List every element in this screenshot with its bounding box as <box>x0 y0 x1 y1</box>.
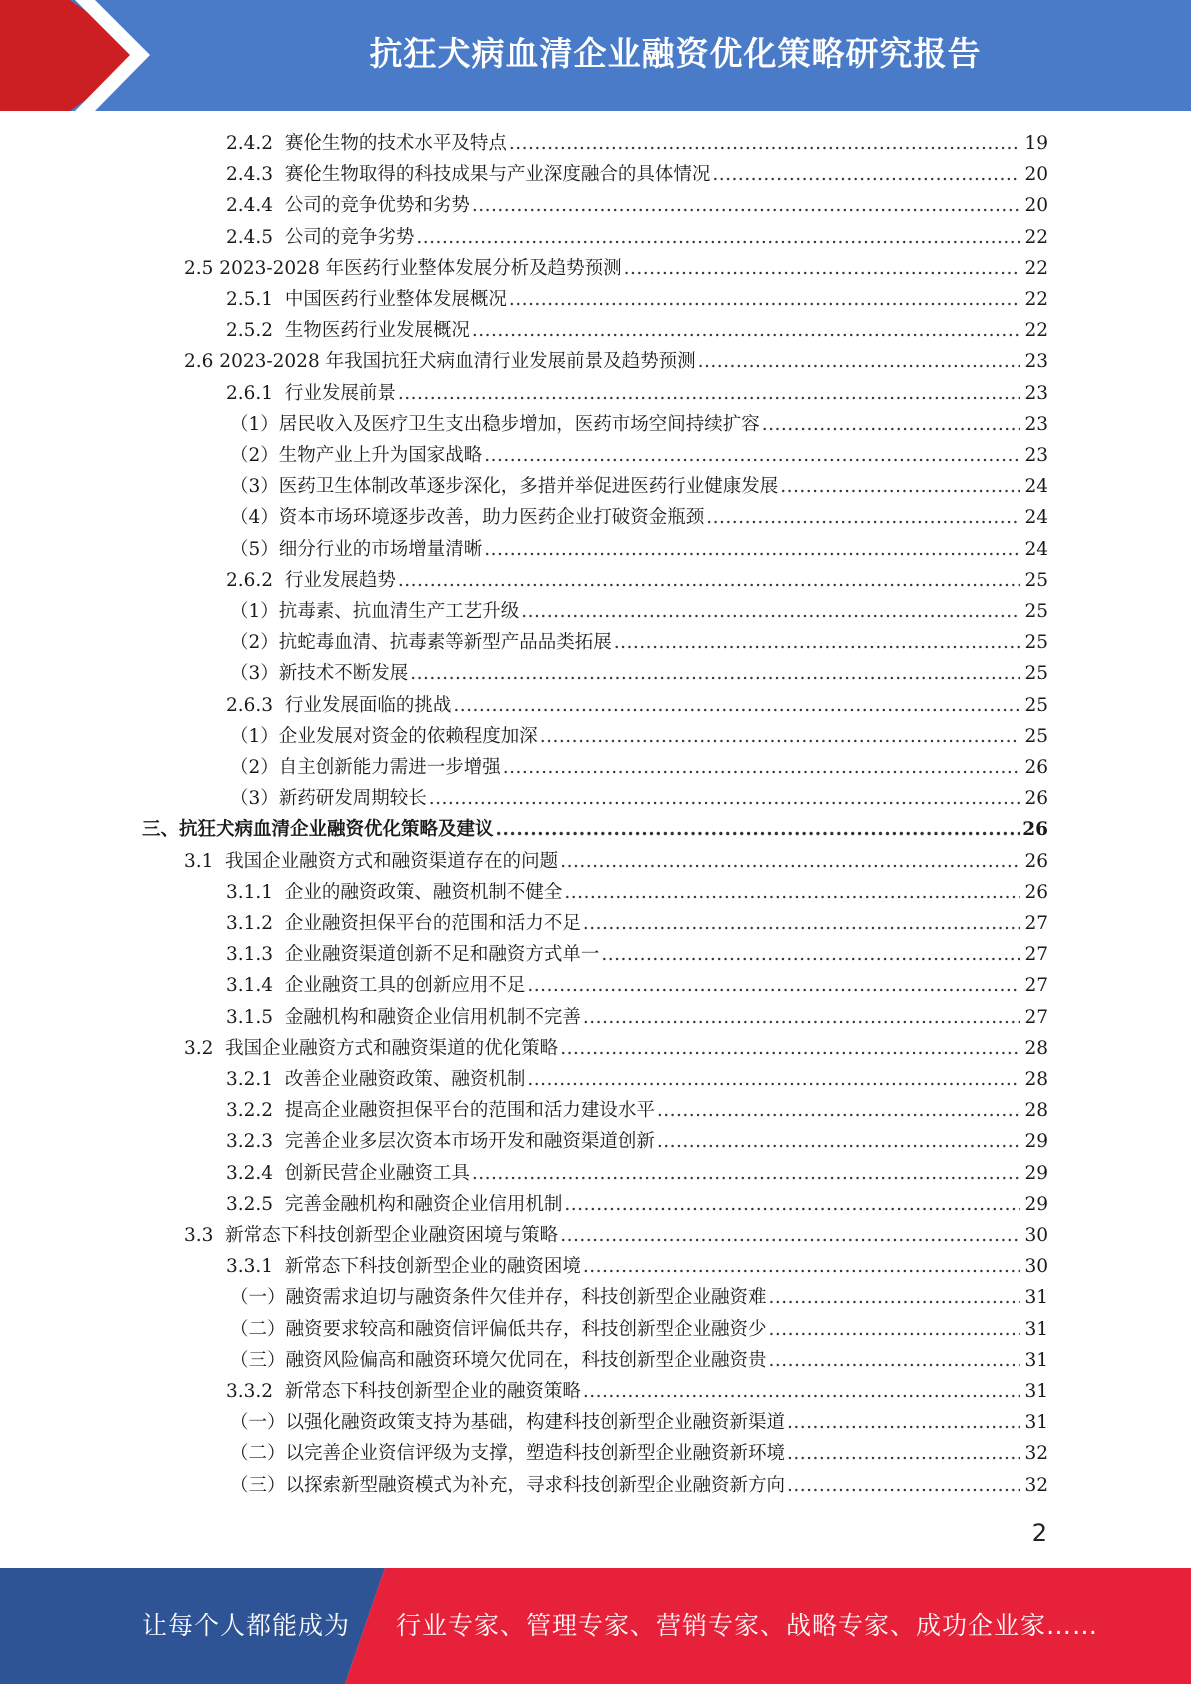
toc-entry[interactable] <box>0 1064 1191 1095</box>
toc-entry-page: 32 <box>1024 1474 1048 1496</box>
toc-entry-label: 3.3 新常态下科技创新型企业融资困境与策略 <box>184 1225 559 1246</box>
toc-dot-leader <box>527 970 1020 1001</box>
toc-entry[interactable] <box>0 253 1191 284</box>
toc-entry-label: （二）融资要求较高和融资信评偏低共存，科技创新型企业融资少 <box>230 1318 767 1340</box>
toc-dot-leader <box>706 502 1020 533</box>
toc-entry-page: 31 <box>1024 1287 1048 1309</box>
toc-entry-page: 27 <box>1024 1006 1048 1028</box>
toc-entry[interactable] <box>0 346 1191 377</box>
toc-dot-leader <box>496 814 1020 845</box>
toc-entry[interactable] <box>0 1095 1191 1126</box>
report-header-banner <box>0 0 1191 111</box>
toc-entry-page: 31 <box>1024 1349 1048 1371</box>
toc-dot-leader <box>657 1095 1020 1126</box>
toc-dot-leader <box>769 1314 1020 1345</box>
toc-entry-label: （1）抗毒素、抗血清生产工艺升级 <box>230 601 520 622</box>
toc-dot-leader <box>762 409 1020 440</box>
footer-banner <box>0 1568 1191 1684</box>
toc-entry[interactable] <box>0 534 1191 565</box>
toc-dot-leader <box>712 159 1020 190</box>
toc-entry-page: 31 <box>1024 1412 1048 1434</box>
toc-dot-leader <box>484 440 1020 471</box>
toc-entry-label: 3.1.1 企业的融资政策、融资机制不健全 <box>226 881 563 903</box>
toc-entry[interactable] <box>0 1002 1191 1033</box>
footer-slogan-left: 让每个人都能成为 <box>142 1611 351 1640</box>
toc-entry-label: 2.4.5 公司的竞争劣势 <box>226 226 415 248</box>
toc-dot-leader <box>429 783 1020 814</box>
toc-entry-page: 22 <box>1024 257 1048 279</box>
toc-entry[interactable] <box>0 1345 1191 1376</box>
toc-entry-page: 24 <box>1024 538 1048 560</box>
toc-entry-label: 三、抗狂犬病血清企业融资优化策略及建议 <box>142 819 494 841</box>
toc-entry[interactable] <box>0 690 1191 721</box>
toc-entry-page: 25 <box>1024 569 1048 591</box>
toc-entry-page: 23 <box>1024 413 1048 435</box>
toc-entry-label: 2.6.2 行业发展趋势 <box>226 569 396 591</box>
report-title: 抗狂犬病血清企业融资优化策略研究报告 <box>369 34 982 73</box>
toc-entry-label: 3.3.1 新常态下科技创新型企业的融资困境 <box>226 1256 581 1278</box>
toc-entry-label: （二）以完善企业资信评级为支撑，塑造科技创新型企业融资新环境 <box>230 1443 786 1465</box>
toc-entry[interactable] <box>0 877 1191 908</box>
toc-entry-label: （3）医药卫生体制改革逐步深化，多措并举促进医药行业健康发展 <box>230 476 779 498</box>
toc-dot-leader <box>410 658 1020 689</box>
toc-entry-label: （5）细分行业的市场增量清晰 <box>230 538 483 560</box>
toc-dot-leader <box>624 253 1020 284</box>
toc-dot-leader <box>509 128 1020 159</box>
toc-dot-leader <box>527 1064 1020 1095</box>
toc-dot-leader <box>780 471 1020 502</box>
toc-entry-page: 26 <box>1022 819 1048 841</box>
toc-entry-page: 28 <box>1024 1100 1048 1122</box>
toc-entry-page: 24 <box>1024 476 1048 498</box>
toc-entry-page: 29 <box>1024 1131 1048 1153</box>
toc-dot-leader <box>583 1251 1020 1282</box>
toc-entry[interactable] <box>0 1438 1191 1469</box>
toc-entry-page: 26 <box>1024 850 1048 872</box>
toc-entry-page: 28 <box>1024 1037 1048 1059</box>
toc-entry-page: 30 <box>1024 1256 1048 1278</box>
toc-entry-label: 2.6 2023-2028 年我国抗狂犬病血清行业发展前景及趋势预测 <box>184 351 696 373</box>
toc-entry-label: 2.6.1 行业发展前景 <box>226 382 396 404</box>
toc-entry-page: 27 <box>1024 975 1048 997</box>
toc-entry[interactable] <box>0 1282 1191 1313</box>
toc-entry[interactable] <box>0 440 1191 471</box>
toc-entry-label: （3）新技术不断发展 <box>230 663 409 685</box>
toc-entry[interactable] <box>0 471 1191 502</box>
toc-dot-leader <box>583 1376 1020 1407</box>
toc-entry-page: 26 <box>1024 788 1048 810</box>
toc-entry[interactable] <box>0 908 1191 939</box>
toc-entry-label: （2）自主创新能力需进一步增强 <box>230 757 501 778</box>
toc-entry-label: 3.1 我国企业融资方式和融资渠道存在的问题 <box>184 850 559 872</box>
toc-entry[interactable] <box>0 159 1191 190</box>
toc-entry-label: 3.1.3 企业融资渠道创新不足和融资方式单一 <box>226 944 600 966</box>
toc-entry-label: 2.4.4 公司的竞争优势和劣势 <box>226 195 470 217</box>
toc-entry[interactable] <box>0 721 1191 752</box>
toc-entry[interactable] <box>0 783 1191 814</box>
toc-entry-label: 3.2.2 提高企业融资担保平台的范围和活力建设水平 <box>226 1100 655 1122</box>
toc-entry[interactable] <box>0 128 1191 159</box>
toc-entry-page: 25 <box>1024 601 1048 622</box>
toc-entry-page: 29 <box>1024 1162 1048 1184</box>
toc-entry-label: 3.2.4 创新民营企业融资工具 <box>226 1162 470 1184</box>
toc-entry-label: （1）居民收入及医疗卫生支出稳步增加，医药市场空间持续扩容 <box>230 413 760 435</box>
toc-entry[interactable] <box>0 1407 1191 1438</box>
toc-entry-label: 3.2.5 完善金融机构和融资企业信用机制 <box>226 1193 563 1215</box>
toc-dot-leader <box>657 1126 1020 1157</box>
toc-entry[interactable] <box>0 378 1191 409</box>
toc-entry[interactable] <box>0 1220 1191 1251</box>
toc-dot-leader <box>583 1002 1020 1033</box>
toc-entry-page: 27 <box>1024 913 1048 934</box>
toc-entry[interactable] <box>0 596 1191 627</box>
toc-entry-label: 3.1.5 金融机构和融资企业信用机制不完善 <box>226 1006 581 1028</box>
toc-entry[interactable] <box>0 409 1191 440</box>
toc-entry[interactable] <box>0 222 1191 253</box>
toc-dot-leader <box>560 1220 1020 1251</box>
toc-entry-page: 25 <box>1024 725 1048 747</box>
toc-entry-label: 3.2 我国企业融资方式和融资渠道的优化策略 <box>184 1037 559 1059</box>
toc-entry[interactable] <box>0 502 1191 533</box>
toc-entry-page: 25 <box>1024 694 1048 716</box>
toc-entry[interactable] <box>0 284 1191 315</box>
toc-entry-page: 29 <box>1024 1193 1048 1215</box>
toc-entry-page: 28 <box>1024 1069 1048 1090</box>
toc-entry-page: 27 <box>1024 944 1048 966</box>
toc-entry-page: 31 <box>1024 1381 1048 1402</box>
toc-dot-leader <box>787 1407 1020 1438</box>
toc-entry-label: 3.3.2 新常态下科技创新型企业的融资策略 <box>226 1381 581 1402</box>
toc-dot-leader <box>583 908 1020 939</box>
toc-dot-leader <box>560 1033 1020 1064</box>
toc-entry[interactable] <box>0 1158 1191 1189</box>
toc-dot-leader <box>398 565 1020 596</box>
toc-entry-page: 26 <box>1024 757 1048 778</box>
toc-entry[interactable] <box>0 939 1191 970</box>
toc-entry-label: （2）抗蛇毒血清、抗毒素等新型产品品类拓展 <box>230 632 612 654</box>
toc-entry[interactable] <box>0 814 1191 845</box>
toc-entry-label: （三）融资风险偏高和融资环境欠优同在，科技创新型企业融资贵 <box>230 1349 767 1371</box>
toc-dot-leader <box>698 346 1020 377</box>
toc-entry[interactable] <box>0 565 1191 596</box>
page-number: 2 <box>1031 1519 1047 1547</box>
toc-entry-label: 3.2.1 改善企业融资政策、融资机制 <box>226 1069 526 1090</box>
toc-entry-page: 26 <box>1024 881 1048 903</box>
toc-dot-leader <box>787 1470 1020 1501</box>
toc-entry[interactable] <box>0 1189 1191 1220</box>
toc-dot-leader <box>398 378 1020 409</box>
toc-entry[interactable] <box>0 658 1191 689</box>
toc-entry[interactable] <box>0 190 1191 221</box>
toc-entry-page: 20 <box>1024 164 1048 186</box>
toc-dot-leader <box>472 190 1020 221</box>
toc-entry-page: 32 <box>1024 1443 1048 1465</box>
toc-dot-leader <box>509 284 1020 315</box>
toc-entry-label: 2.5.1 中国医药行业整体发展概况 <box>226 289 507 310</box>
toc-entry-label: 2.4.3 赛伦生物取得的科技成果与产业深度融合的具体情况 <box>226 164 711 186</box>
toc-entry[interactable] <box>0 970 1191 1001</box>
toc-entry-label: （4）资本市场环境逐步改善，助力医药企业打破资金瓶颈 <box>230 507 705 529</box>
toc-dot-leader <box>564 877 1020 908</box>
toc-dot-leader <box>416 222 1020 253</box>
toc-entry-page: 19 <box>1024 133 1048 154</box>
toc-entry[interactable] <box>0 846 1191 877</box>
toc-entry-label: （一）融资需求迫切与融资条件欠佳并存，科技创新型企业融资难 <box>230 1287 767 1309</box>
toc-entry[interactable] <box>0 1470 1191 1501</box>
toc-dot-leader <box>560 846 1020 877</box>
toc-entry-page: 23 <box>1024 382 1048 404</box>
toc-entry-page: 22 <box>1024 289 1048 310</box>
toc-entry-label: 3.2.3 完善企业多层次资本市场开发和融资渠道创新 <box>226 1131 655 1153</box>
toc-entry-page: 25 <box>1024 632 1048 654</box>
toc-entry-page: 25 <box>1024 663 1048 685</box>
toc-dot-leader <box>453 690 1020 721</box>
toc-dot-leader <box>769 1345 1020 1376</box>
toc-entry-page: 20 <box>1024 195 1048 217</box>
toc-entry[interactable] <box>0 1314 1191 1345</box>
toc-entry-page: 24 <box>1024 507 1048 529</box>
toc-entry-label: 2.5.2 生物医药行业发展概况 <box>226 320 470 342</box>
toc-entry-page: 23 <box>1024 351 1048 373</box>
footer-slogan-right: 行业专家、管理专家、营销专家、战略专家、成功企业家…… <box>396 1611 1099 1640</box>
toc-dot-leader <box>614 627 1020 658</box>
toc-entry-label: （2）生物产业上升为国家战略 <box>230 445 483 466</box>
toc-dot-leader <box>601 939 1020 970</box>
toc-entry-label: 2.4.2 赛伦生物的技术水平及特点 <box>226 133 507 154</box>
toc-entry[interactable] <box>0 627 1191 658</box>
toc-dot-leader <box>484 534 1020 565</box>
toc-dot-leader <box>503 752 1020 783</box>
toc-dot-leader <box>472 315 1020 346</box>
toc-dot-leader <box>472 1158 1020 1189</box>
toc-entry[interactable] <box>0 315 1191 346</box>
toc-entry[interactable] <box>0 752 1191 783</box>
toc-entry-label: （一）以强化融资政策支持为基础，构建科技创新型企业融资新渠道 <box>230 1412 786 1434</box>
toc-entry-label: （3）新药研发周期较长 <box>230 788 427 810</box>
toc-entry[interactable] <box>0 1251 1191 1282</box>
toc-entry-page: 23 <box>1024 445 1048 466</box>
toc-entry-page: 22 <box>1024 226 1048 248</box>
toc-entry-label: 3.1.2 企业融资担保平台的范围和活力不足 <box>226 913 581 934</box>
toc-entry[interactable] <box>0 1033 1191 1064</box>
toc-dot-leader <box>769 1282 1020 1313</box>
toc-dot-leader <box>521 596 1020 627</box>
toc-entry[interactable] <box>0 1376 1191 1407</box>
toc-entry-label: （三）以探索新型融资模式为补充，寻求科技创新型企业融资新方向 <box>230 1474 786 1496</box>
toc-dot-leader <box>564 1189 1020 1220</box>
toc-entry-page: 22 <box>1024 320 1048 342</box>
toc-entry-page: 31 <box>1024 1318 1048 1340</box>
toc-dot-leader <box>787 1438 1020 1469</box>
toc-entry-label: 2.6.3 行业发展面临的挑战 <box>226 694 452 716</box>
toc-entry-label: 2.5 2023-2028 年医药行业整体发展分析及趋势预测 <box>184 257 622 279</box>
toc-entry-label: 3.1.4 企业融资工具的创新应用不足 <box>226 975 526 997</box>
toc-entry[interactable] <box>0 1126 1191 1157</box>
toc-entry-label: （1）企业发展对资金的依赖程度加深 <box>230 725 538 747</box>
toc-entry-page: 30 <box>1024 1225 1048 1246</box>
toc-dot-leader <box>540 721 1020 752</box>
